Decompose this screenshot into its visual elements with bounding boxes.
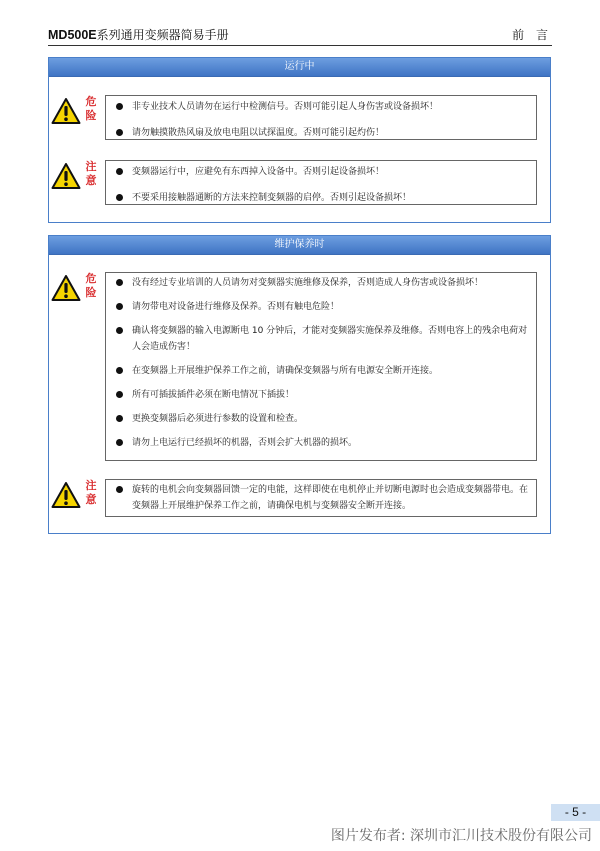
document-title-text: 系列通用变频器简易手册 (96, 28, 229, 42)
caution-box (105, 160, 537, 205)
list-item: 旋转的电机会向变频器回馈一定的电能，这样即使在电机停止并切断电源时也会造成变频器带电。在变频器上开展维护保养工作之前，请确保电机与变频器安全断开连接。 (106, 482, 536, 514)
warning-triangle-icon (51, 162, 81, 190)
bullet-icon (116, 103, 123, 110)
bullet-icon (116, 415, 123, 422)
section-maintenance (48, 235, 551, 534)
list-item: 确认将变频器的输入电源断电 10 分钟后，才能对变频器实施保养及维修。否则电容上的残余电荷对人会造成伤害！ (106, 323, 536, 355)
bullet-icon (116, 439, 123, 446)
bullet-icon (116, 486, 123, 493)
section-title: 运行中 (49, 58, 550, 77)
list-item: 请勿上电运行已经损坏的机器，否则会扩大机器的损坏。 (106, 435, 536, 451)
section-title: 维护保养时 (49, 236, 550, 255)
list-item: 更换变频器后必须进行参数的设置和检查。 (106, 411, 536, 427)
danger-box (105, 95, 537, 140)
bullet-icon (116, 327, 123, 334)
list-item: 请勿触摸散热风扇及放电电阻以试探温度。否则可能引起灼伤！ (106, 125, 536, 141)
bullet-icon (116, 367, 123, 374)
page-number: - 5 - (551, 804, 600, 821)
warning-triangle-icon (51, 481, 81, 509)
caution-box (105, 479, 537, 517)
bullet-icon (116, 168, 123, 175)
section-running (48, 57, 551, 223)
list-item: 没有经过专业培训的人员请勿对变频器实施维修及保养，否则造成人身伤害或设备损坏！ (106, 275, 536, 291)
bullet-icon (116, 279, 123, 286)
warning-triangle-icon (51, 274, 81, 302)
bullet-icon (116, 129, 123, 136)
document-title (48, 26, 229, 43)
list-item: 非专业技术人员请勿在运行中检测信号。否则可能引起人身伤害或设备损坏！ (106, 99, 536, 115)
list-item: 请勿带电对设备进行维修及保养。否则有触电危险！ (106, 299, 536, 315)
list-item: 不要采用接触器通断的方法来控制变频器的启停。否则引起设备损坏！ (106, 190, 536, 206)
caution-label: 注意 (85, 160, 97, 187)
bullet-icon (116, 391, 123, 398)
list-item: 在变频器上开展维护保养工作之前，请确保变频器与所有电源安全断开连接。 (106, 363, 536, 379)
warning-triangle-icon (51, 97, 81, 125)
page-header (48, 24, 552, 44)
model-name: MD500E (48, 28, 97, 42)
publisher-watermark: 图片发布者: 深圳市汇川技术股份有限公司 (330, 828, 592, 844)
bullet-icon (116, 303, 123, 310)
bullet-icon (116, 194, 123, 201)
header-divider (48, 45, 552, 46)
chapter-title: 前 言 (512, 28, 552, 42)
danger-label: 危险 (85, 272, 97, 299)
list-item: 变频器运行中，应避免有东西掉入设备中。否则引起设备损坏！ (106, 164, 536, 180)
danger-box (105, 272, 537, 461)
list-item: 所有可插拔插件必须在断电情况下插拔！ (106, 387, 536, 403)
caution-label: 注意 (85, 479, 97, 506)
danger-label: 危险 (85, 95, 97, 122)
